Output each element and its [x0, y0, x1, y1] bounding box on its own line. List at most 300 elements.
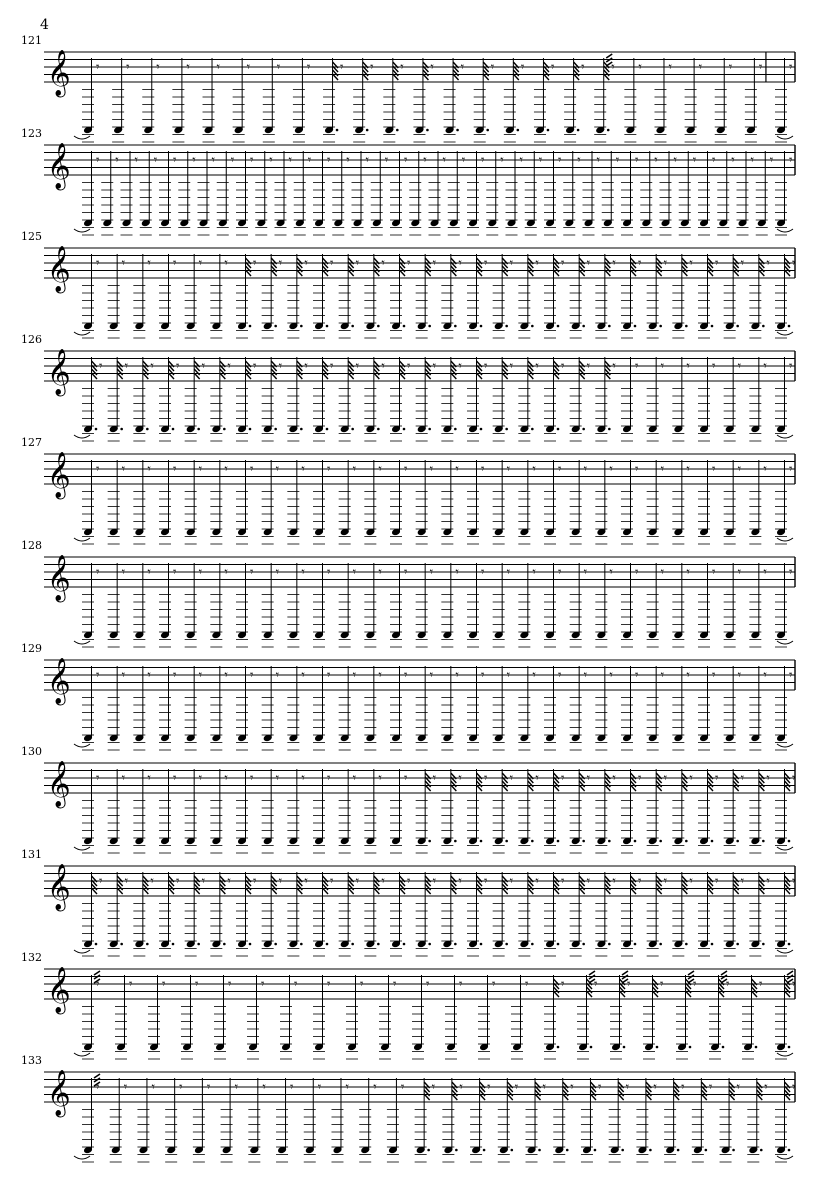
- note-event: [415, 1078, 436, 1162]
- rest-icon: 𝄾: [430, 60, 434, 75]
- note-event: [654, 58, 672, 142]
- augmentation-dot: [788, 943, 791, 946]
- note-event: [647, 666, 665, 750]
- rest-icon: 𝄾: [224, 771, 228, 786]
- augmentation-dot: [455, 1149, 458, 1152]
- note-event: [749, 254, 770, 338]
- rest-icon: 𝄾: [198, 462, 203, 477]
- note-event: [724, 563, 742, 647]
- rest-icon: 𝄾: [253, 359, 257, 374]
- rest-icon: 𝄾: [355, 359, 360, 374]
- note-event: [647, 563, 665, 647]
- rest-icon: 𝄾: [481, 153, 485, 168]
- note-event: [493, 769, 514, 853]
- rest-icon: 𝄾: [492, 977, 496, 992]
- rest-icon: 𝄾: [558, 668, 562, 683]
- rest-icon: 𝄾: [429, 565, 434, 580]
- note-event: [441, 872, 462, 956]
- staff-system: [21, 436, 795, 544]
- note-event: [217, 151, 235, 235]
- note-event: [221, 1078, 239, 1162]
- note-event: [364, 872, 385, 956]
- augmentation-dot: [659, 943, 662, 946]
- augmentation-dot: [454, 325, 457, 328]
- note-event: [371, 151, 389, 235]
- rest-icon: 𝄾: [484, 359, 488, 374]
- augmentation-dot: [608, 840, 611, 843]
- tremolo-slash: [94, 971, 100, 975]
- rest-icon: 𝄾: [99, 359, 103, 374]
- rest-icon: 𝄾: [370, 60, 374, 75]
- rest-icon: 𝄾: [635, 153, 639, 168]
- rest-icon: 𝄾: [638, 60, 642, 75]
- rest-icon: 𝄾: [400, 1080, 405, 1095]
- note-event: [564, 58, 585, 142]
- note-event: [679, 151, 697, 235]
- augmentation-dot: [582, 840, 585, 843]
- note-event: [133, 666, 151, 750]
- rest-icon: 𝄾: [653, 1080, 657, 1095]
- rest-icon: 𝄾: [365, 153, 369, 168]
- augmentation-dot: [197, 428, 200, 431]
- augmentation-dot: [762, 840, 765, 843]
- note-event: [504, 58, 525, 142]
- rest-icon: 𝄾: [352, 565, 357, 580]
- rest-icon: 𝄾: [275, 771, 280, 786]
- rest-icon: 𝄾: [520, 60, 525, 75]
- augmentation-dot: [377, 325, 380, 328]
- note-event: [390, 151, 408, 235]
- augmentation-dot: [594, 1149, 597, 1152]
- note-event: [159, 357, 180, 441]
- rest-icon: 𝄾: [195, 977, 199, 992]
- augmentation-dot: [538, 1149, 541, 1152]
- treble-clef-icon: 𝄞: [47, 967, 71, 1013]
- note-event: [263, 58, 281, 142]
- rest-icon: 𝄾: [487, 1080, 491, 1095]
- note-event: [749, 872, 770, 956]
- note-event: [339, 666, 357, 750]
- rest-icon: 𝄾: [442, 153, 446, 168]
- rest-icon: 𝄾: [429, 462, 434, 477]
- treble-clef-icon: 𝄞: [47, 143, 71, 189]
- note-event: [133, 254, 151, 338]
- rest-icon: 𝄾: [345, 1080, 349, 1095]
- treble-clef-icon: 𝄞: [47, 1070, 71, 1116]
- note-event: [775, 58, 793, 142]
- rest-icon: 𝄾: [692, 153, 697, 168]
- rest-icon: 𝄾: [686, 565, 690, 580]
- augmentation-dot: [351, 943, 354, 946]
- rest-icon: 𝄾: [147, 256, 151, 271]
- rest-icon: 𝄾: [712, 462, 716, 477]
- rest-icon: 𝄾: [230, 153, 235, 168]
- note-event: [133, 357, 154, 441]
- rest-icon: 𝄾: [224, 462, 228, 477]
- rest-icon: 𝄾: [509, 256, 514, 271]
- tie: [74, 1156, 90, 1159]
- rest-icon: 𝄾: [378, 771, 382, 786]
- rest-icon: 𝄾: [698, 60, 703, 75]
- augmentation-dot: [454, 840, 457, 843]
- note-event: [416, 563, 434, 647]
- note-event: [737, 151, 755, 235]
- rest-icon: 𝄾: [693, 977, 697, 992]
- rest-icon: 𝄾: [123, 1080, 128, 1095]
- augmentation-dot: [788, 325, 791, 328]
- rest-icon: 𝄾: [458, 874, 462, 889]
- rest-icon: 𝄾: [532, 565, 536, 580]
- augmentation-dot: [685, 840, 688, 843]
- note-event: [390, 872, 411, 956]
- tremolo-slash: [688, 971, 694, 975]
- measure-number: 133: [21, 1054, 42, 1067]
- rest-icon: 𝄾: [407, 256, 411, 271]
- augmentation-dot: [249, 325, 252, 328]
- rest-icon: 𝄾: [124, 874, 129, 889]
- rest-icon: 𝄾: [542, 1080, 546, 1095]
- rest-icon: 𝄾: [509, 874, 514, 889]
- note-event: [332, 151, 350, 235]
- augmentation-dot: [531, 840, 534, 843]
- note-event: [467, 666, 485, 750]
- note-event: [467, 872, 488, 956]
- note-event: [185, 872, 206, 956]
- note-event: [595, 254, 616, 338]
- rest-icon: 𝄾: [278, 256, 283, 271]
- rest-icon: 𝄾: [227, 874, 231, 889]
- note-event: [236, 151, 254, 235]
- rest-icon: 𝄾: [689, 771, 693, 786]
- note-event: [775, 151, 793, 235]
- rest-icon: 𝄾: [484, 771, 488, 786]
- rest-icon: 𝄾: [638, 874, 642, 889]
- staff-system: [21, 642, 795, 750]
- note-event: [390, 460, 408, 544]
- rest-icon: 𝄾: [708, 1080, 713, 1095]
- tie: [74, 641, 90, 644]
- rest-icon: 𝄾: [490, 60, 495, 75]
- rest-icon: 𝄾: [432, 771, 437, 786]
- treble-clef-icon: 𝄞: [47, 246, 71, 292]
- note-event: [416, 357, 437, 441]
- note-event: [526, 1078, 547, 1162]
- measure-number: 123: [21, 127, 42, 140]
- rest-icon: 𝄾: [224, 256, 228, 271]
- note-event: [172, 58, 190, 142]
- rest-icon: 𝄾: [712, 668, 716, 683]
- rest-icon: 𝄾: [481, 668, 485, 683]
- rest-icon: 𝄾: [198, 565, 203, 580]
- note-event: [210, 769, 228, 853]
- note-event: [262, 563, 280, 647]
- rest-icon: 𝄾: [558, 565, 562, 580]
- rest-icon: 𝄾: [96, 60, 100, 75]
- note-event: [544, 975, 565, 1059]
- rest-icon: 𝄾: [404, 462, 408, 477]
- note-event: [486, 151, 504, 235]
- rest-icon: 𝄾: [407, 874, 411, 889]
- rest-icon: 𝄾: [597, 1080, 602, 1095]
- augmentation-dot: [483, 1149, 486, 1152]
- note-event: [364, 357, 385, 441]
- note-event: [534, 58, 555, 142]
- augmentation-dot: [480, 840, 483, 843]
- augmentation-dot: [428, 840, 431, 843]
- note-event: [467, 460, 485, 544]
- augmentation-dot: [146, 428, 149, 431]
- augmentation-dot: [274, 943, 277, 946]
- note-event: [595, 357, 616, 441]
- note-event: [441, 254, 462, 338]
- note-event: [467, 357, 488, 441]
- note-event: [247, 975, 265, 1059]
- rest-icon: 𝄾: [250, 153, 254, 168]
- note-event: [331, 1078, 349, 1162]
- note-event: [493, 666, 511, 750]
- rest-icon: 𝄾: [789, 462, 793, 477]
- note-event: [745, 58, 763, 142]
- note-event: [563, 151, 581, 235]
- augmentation-dot: [427, 1149, 430, 1152]
- note-event: [478, 975, 496, 1059]
- note-event: [570, 666, 588, 750]
- rest-icon: 𝄾: [577, 153, 581, 168]
- rest-icon: 𝄾: [96, 977, 100, 992]
- measure-number: 129: [21, 642, 42, 655]
- staff-system: [21, 539, 795, 647]
- note-event: [137, 1078, 155, 1162]
- rest-icon: 𝄾: [432, 874, 437, 889]
- rest-icon: 𝄾: [355, 256, 360, 271]
- note-event: [148, 975, 166, 1059]
- note-event: [518, 254, 539, 338]
- note-event: [621, 666, 639, 750]
- note-event: [210, 357, 231, 441]
- tie: [777, 1156, 793, 1159]
- rest-icon: 𝄾: [686, 462, 690, 477]
- augmentation-dot: [732, 1149, 735, 1152]
- note-event: [287, 769, 305, 853]
- note-event: [609, 1078, 630, 1162]
- rest-icon: 𝄾: [96, 771, 100, 786]
- rest-icon: 𝄾: [460, 60, 465, 75]
- augmentation-dot: [656, 1046, 659, 1049]
- rest-icon: 𝄾: [455, 565, 459, 580]
- rest-icon: 𝄾: [596, 153, 600, 168]
- note-event: [506, 151, 524, 235]
- rest-icon: 𝄾: [506, 462, 511, 477]
- rest-icon: 𝄾: [535, 359, 539, 374]
- note-event: [409, 151, 427, 235]
- rest-icon: 𝄾: [96, 565, 100, 580]
- rest-icon: 𝄾: [327, 153, 331, 168]
- rest-icon: 𝄾: [561, 977, 565, 992]
- note-event: [698, 769, 719, 853]
- note-event: [185, 563, 203, 647]
- augmentation-dot: [762, 943, 765, 946]
- rest-icon: 𝄾: [129, 977, 133, 992]
- note-event: [203, 58, 221, 142]
- note-event: [364, 254, 385, 338]
- rest-icon: 𝄾: [404, 153, 408, 168]
- rest-icon: 𝄾: [789, 668, 793, 683]
- rest-icon: 𝄾: [612, 256, 616, 271]
- note-event: [570, 357, 591, 441]
- rest-icon: 𝄾: [224, 668, 228, 683]
- augmentation-dot: [705, 1149, 708, 1152]
- note-event: [518, 769, 539, 853]
- note-event: [198, 151, 216, 235]
- tie: [74, 332, 90, 335]
- rest-icon: 𝄾: [535, 771, 539, 786]
- note-event: [210, 563, 228, 647]
- note-event: [416, 666, 434, 750]
- rest-icon: 𝄾: [459, 977, 463, 992]
- rest-icon: 𝄾: [304, 256, 308, 271]
- measure-number: 130: [21, 745, 42, 758]
- note-event: [248, 1078, 266, 1162]
- tie: [74, 847, 90, 850]
- rest-icon: 𝄾: [737, 668, 742, 683]
- note-event: [304, 1078, 322, 1162]
- note-event: [717, 151, 735, 235]
- rest-icon: 𝄾: [635, 565, 639, 580]
- rest-icon: 𝄾: [253, 874, 257, 889]
- rest-icon: 𝄾: [609, 668, 613, 683]
- augmentation-dot: [120, 428, 123, 431]
- rest-icon: 𝄾: [737, 462, 742, 477]
- rest-icon: 𝄾: [583, 668, 588, 683]
- rest-icon: 𝄾: [663, 874, 668, 889]
- augmentation-dot: [788, 1149, 791, 1152]
- augmentation-dot: [454, 428, 457, 431]
- note-event: [108, 666, 126, 750]
- note-event: [698, 872, 719, 956]
- augmentation-dot: [336, 129, 339, 132]
- rest-icon: 𝄾: [227, 359, 231, 374]
- note-event: [364, 460, 382, 544]
- augmentation-dot: [621, 1149, 624, 1152]
- treble-clef-icon: 𝄞: [47, 761, 71, 807]
- rest-icon: 𝄾: [400, 60, 404, 75]
- rest-icon: 𝄾: [327, 462, 331, 477]
- rest-icon: 𝄾: [156, 60, 160, 75]
- note-event: [313, 563, 331, 647]
- augmentation-dot: [557, 943, 560, 946]
- rest-icon: 𝄾: [594, 977, 598, 992]
- rest-icon: 𝄾: [134, 153, 138, 168]
- rest-icon: 𝄾: [173, 668, 177, 683]
- note-event: [140, 151, 158, 235]
- note-event: [82, 151, 100, 235]
- augmentation-dot: [428, 428, 431, 431]
- rest-icon: 𝄾: [789, 153, 793, 168]
- note-event: [749, 563, 767, 647]
- rest-icon: 𝄾: [301, 462, 305, 477]
- rest-icon: 𝄾: [458, 256, 462, 271]
- note-event: [698, 563, 716, 647]
- note-event: [185, 254, 203, 338]
- note-event: [346, 975, 364, 1059]
- rest-icon: 𝄾: [715, 256, 719, 271]
- rest-icon: 𝄾: [715, 874, 719, 889]
- note-event: [448, 151, 466, 235]
- augmentation-dot: [366, 129, 369, 132]
- staff-system: [21, 951, 796, 1059]
- note-event: [664, 1078, 685, 1162]
- rest-icon: 𝄾: [758, 60, 763, 75]
- note-event: [467, 151, 485, 235]
- rest-icon: 𝄾: [384, 153, 389, 168]
- note-event: [82, 460, 100, 544]
- tie: [74, 435, 90, 438]
- augmentation-dot: [511, 1149, 514, 1152]
- note-event: [636, 1078, 657, 1162]
- note-event: [474, 58, 495, 142]
- note-event: [553, 1078, 574, 1162]
- note-event: [416, 872, 437, 956]
- augmentation-dot: [486, 129, 489, 132]
- note-event: [313, 769, 331, 853]
- rest-icon: 𝄾: [609, 565, 613, 580]
- rest-icon: 𝄾: [246, 60, 251, 75]
- rest-icon: 𝄾: [381, 874, 385, 889]
- rest-icon: 𝄾: [612, 874, 616, 889]
- rest-icon: 𝄾: [340, 60, 344, 75]
- note-event: [518, 357, 539, 441]
- rest-icon: 𝄾: [250, 565, 254, 580]
- augmentation-dot: [351, 325, 354, 328]
- note-event: [339, 769, 357, 853]
- rest-icon: 𝄾: [712, 565, 716, 580]
- rest-icon: 𝄾: [581, 60, 585, 75]
- rest-icon: 𝄾: [583, 565, 588, 580]
- note-event: [339, 872, 360, 956]
- rest-icon: 𝄾: [611, 60, 615, 75]
- rest-icon: 𝄾: [115, 153, 119, 168]
- rest-icon: 𝄾: [712, 359, 716, 374]
- note-event: [390, 563, 408, 647]
- rest-icon: 𝄾: [96, 153, 100, 168]
- rest-icon: 𝄾: [216, 60, 220, 75]
- augmentation-dot: [582, 325, 585, 328]
- note-event: [544, 666, 562, 750]
- measure-number: 127: [21, 436, 42, 449]
- note-event: [775, 666, 793, 750]
- tie: [777, 435, 793, 438]
- note-event: [749, 460, 767, 544]
- rest-icon: 𝄾: [224, 565, 228, 580]
- rest-icon: 𝄾: [269, 153, 273, 168]
- augmentation-dot: [634, 325, 637, 328]
- note-event: [262, 254, 283, 338]
- rest-icon: 𝄾: [147, 668, 151, 683]
- augmentation-dot: [762, 325, 765, 328]
- note-event: [339, 460, 357, 544]
- note-event: [595, 460, 613, 544]
- rest-icon: 𝄾: [625, 1080, 630, 1095]
- tie: [74, 744, 90, 747]
- note-event: [185, 769, 203, 853]
- note-event: [525, 151, 543, 235]
- augmentation-dot: [685, 325, 688, 328]
- note-event: [672, 460, 690, 544]
- note-event: [498, 1078, 519, 1162]
- note-event: [82, 357, 103, 441]
- rest-icon: 𝄾: [327, 668, 331, 683]
- rest-icon: 𝄾: [381, 256, 385, 271]
